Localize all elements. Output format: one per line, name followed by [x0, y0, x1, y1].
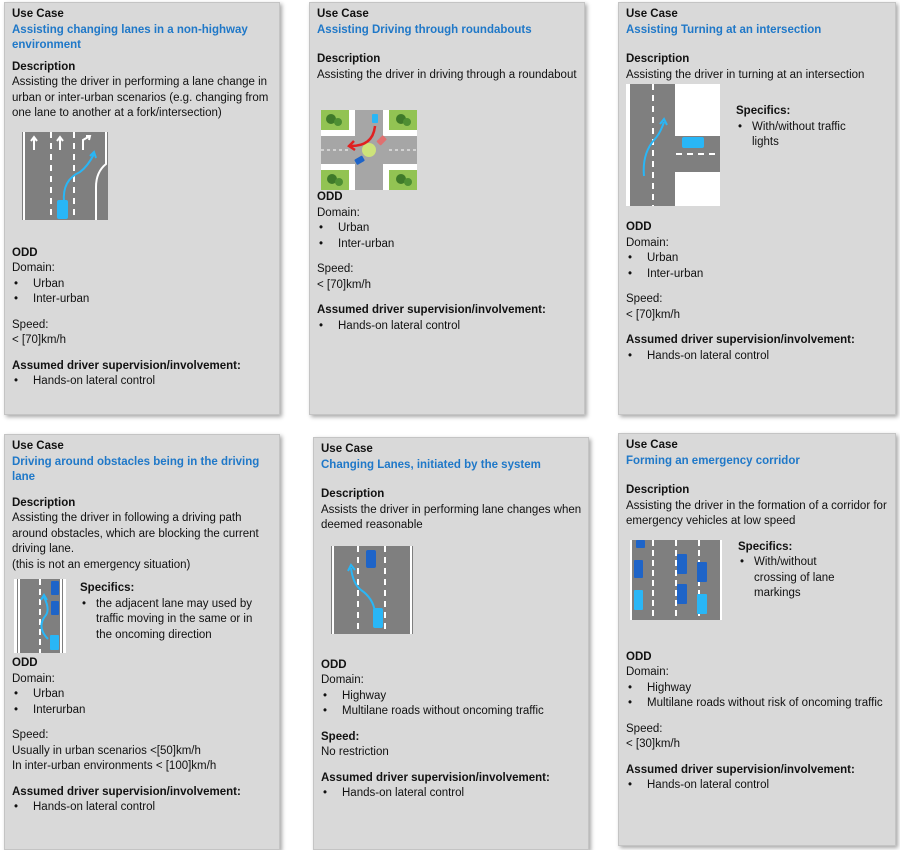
supervision-item: • Hands-on lateral control	[626, 778, 889, 794]
domain-item: • Interurban	[12, 703, 273, 719]
speed-value: < [30]km/h	[626, 738, 681, 750]
specifics-block	[738, 540, 848, 602]
domain-item: • Urban	[12, 687, 273, 703]
domain-label: Domain:	[12, 672, 55, 685]
specifics-label: Specifics:	[80, 582, 135, 594]
roundabout-illustration	[321, 110, 417, 190]
domain-item: • Highway	[321, 689, 582, 705]
domain-list	[626, 681, 889, 712]
domain-list	[321, 689, 582, 720]
specifics-list	[80, 597, 260, 644]
specifics-block	[736, 104, 846, 151]
description-note: (this is not an emergency situation)	[12, 558, 191, 571]
speed-value: < [70]km/h	[626, 308, 681, 321]
domain-label: Domain:	[321, 674, 364, 686]
specifics-item: • With/without traffic lights	[736, 120, 846, 151]
use-case-card-turning-intersection	[618, 2, 896, 415]
domain-list	[626, 251, 889, 282]
use-case-title: Forming an emergency corridor	[626, 454, 800, 467]
domain-item: • Urban	[317, 221, 578, 237]
supervision-list	[626, 349, 889, 365]
specifics-block	[80, 581, 260, 643]
use-case-title: Assisting changing lanes in a non-highway environment	[12, 23, 248, 51]
specifics-item: • With/without crossing of lane markings	[738, 555, 848, 602]
domain-item: • Inter-urban	[317, 237, 578, 253]
domain-item: • Highway	[626, 681, 889, 697]
use-case-title: Changing Lanes, initiated by the system	[321, 458, 541, 471]
use-case-card-obstacles	[4, 434, 280, 850]
specifics-label: Specifics:	[738, 540, 793, 553]
intersection-turn-illustration	[626, 84, 720, 206]
description-text: Assisting the driver in driving through a roundabout	[317, 68, 577, 81]
specifics-item: • the adjacent lane may used by traffic moving in the same or in the oncoming direction	[80, 597, 260, 644]
use-case-card-system-lane-change	[313, 437, 589, 850]
specifics-label: Specifics:	[736, 105, 791, 117]
domain-item: • Multilane roads without oncoming traffic	[321, 704, 582, 720]
supervision-item: • Hands-on lateral control	[317, 319, 578, 335]
system-lane-change-illustration	[331, 546, 413, 634]
use-case-label: Use Case	[12, 440, 64, 452]
supervision-label: Assumed driver supervision/involvement:	[317, 304, 546, 316]
obstacle-avoidance-illustration	[14, 579, 66, 653]
domain-label: Domain:	[317, 206, 360, 219]
description-label: Description	[317, 53, 381, 65]
use-case-label: Use Case	[626, 439, 678, 451]
domain-label: Domain:	[626, 236, 669, 249]
speed-label: Speed:	[626, 293, 663, 305]
odd-label: ODD	[626, 221, 652, 233]
description-text: Assisting the driver in performing a lane change in urban or inter-urban scenarios (e.g. changing from one lane to another at a fork/intersection)	[12, 76, 269, 119]
domain-label: Domain:	[12, 262, 55, 274]
use-case-label: Use Case	[321, 443, 373, 455]
domain-item: • Urban	[12, 277, 273, 293]
supervision-item: • Hands-on lateral control	[12, 800, 273, 816]
supervision-label: Assumed driver supervision/involvement:	[12, 785, 241, 798]
use-case-label: Use Case	[626, 8, 678, 20]
description-text: Assisting the driver in turning at an intersection	[626, 68, 865, 81]
supervision-list	[12, 374, 273, 390]
specifics-list	[738, 555, 848, 602]
domain-item: • Urban	[626, 251, 889, 267]
speed-label: Speed:	[626, 722, 663, 735]
use-case-title: Assisting Turning at an intersection	[626, 23, 822, 36]
domain-label: Domain:	[626, 666, 669, 678]
use-case-title: Assisting Driving through roundabouts	[317, 23, 532, 36]
odd-label: ODD	[626, 650, 652, 663]
description-label: Description	[321, 488, 385, 500]
supervision-list	[12, 800, 273, 816]
speed-value: < [70]km/h	[12, 334, 67, 346]
use-case-label: Use Case	[12, 8, 64, 20]
use-case-label: Use Case	[317, 8, 369, 20]
use-case-card-lane-change-non-highway	[4, 2, 280, 415]
domain-list	[12, 277, 273, 308]
speed-label: Speed:	[317, 263, 354, 275]
use-case-card-emergency-corridor	[618, 433, 896, 846]
specifics-list	[736, 120, 846, 151]
domain-item: • Inter-urban	[626, 267, 889, 283]
emergency-corridor-illustration	[630, 540, 722, 620]
supervision-list	[626, 778, 889, 794]
speed-label: Speed:	[321, 730, 360, 743]
odd-label: ODD	[321, 658, 347, 671]
domain-item: • Multilane roads without risk of oncoming traffic	[626, 696, 889, 712]
supervision-label: Assumed driver supervision/involvement:	[626, 334, 855, 346]
odd-label: ODD	[317, 191, 343, 203]
description-text: Assisting the driver in the formation of a corridor for emergency vehicles at low speed	[626, 499, 887, 527]
supervision-item: • Hands-on lateral control	[626, 349, 889, 365]
supervision-item: • Hands-on lateral control	[12, 374, 273, 390]
description-label: Description	[626, 53, 690, 65]
supervision-label: Assumed driver supervision/involvement:	[12, 359, 241, 372]
supervision-item: • Hands-on lateral control	[321, 786, 582, 802]
domain-list	[317, 221, 578, 252]
domain-item: • Inter-urban	[12, 292, 273, 308]
supervision-list	[317, 319, 578, 335]
use-case-title: Driving around obstacles being in the driving lane	[12, 455, 260, 483]
supervision-list	[321, 786, 582, 802]
domain-list	[12, 687, 273, 718]
speed-line: In inter-urban environments < [100]km/h	[12, 760, 217, 772]
description-label: Description	[626, 484, 690, 496]
speed-label: Speed:	[12, 318, 49, 331]
odd-label: ODD	[12, 657, 38, 669]
use-case-card-roundabouts	[309, 2, 585, 415]
description-text: Assists the driver in performing lane changes when deemed reasonable	[321, 503, 582, 531]
description-text: Assisting the driver in following a driving path around obstacles, which are blocking the current driving lane.	[12, 512, 259, 555]
lane-change-fork-illustration	[22, 132, 108, 220]
speed-value: No restriction	[321, 746, 389, 758]
speed-label: Speed:	[12, 729, 49, 741]
speed-value: < [70]km/h	[317, 278, 372, 291]
supervision-label: Assumed driver supervision/involvement:	[321, 771, 550, 784]
description-label: Description	[12, 60, 76, 73]
supervision-label: Assumed driver supervision/involvement:	[626, 763, 855, 776]
description-label: Description	[12, 496, 76, 509]
speed-line: Usually in urban scenarios <[50]km/h	[12, 744, 201, 757]
odd-label: ODD	[12, 246, 38, 259]
